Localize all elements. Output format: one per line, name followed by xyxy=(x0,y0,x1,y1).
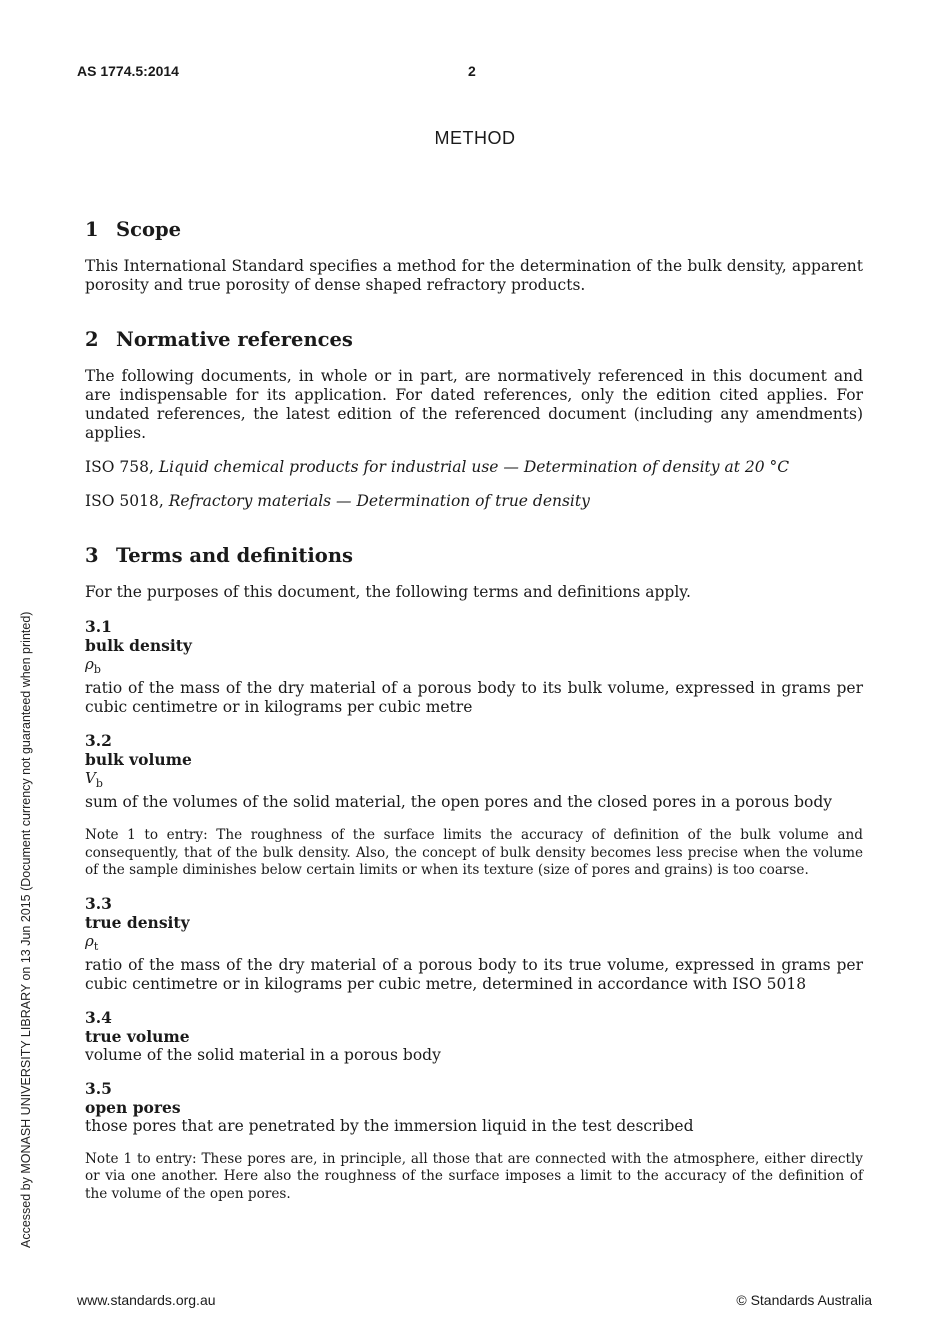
reference-title: Refractory materials — Determination of true density xyxy=(168,492,590,510)
reference-iso-5018 xyxy=(85,492,863,511)
term-definition: ratio of the mass of the dry material of a porous body to its bulk volume, expressed in grams per cubic centimetre or in kilograms per cubic metre xyxy=(85,679,863,716)
term-number: 3.5 xyxy=(85,1078,112,1098)
reference-iso-758 xyxy=(85,458,863,477)
section-heading-scope xyxy=(85,216,863,244)
term-number: 3.4 xyxy=(85,1007,112,1027)
term-definition: volume of the solid material in a porous body xyxy=(85,1045,441,1064)
section-number: 3 xyxy=(85,544,99,567)
term-note: Note 1 to entry: The roughness of the surface limits the accuracy of definition of the bulk volume and consequently, that of the bulk density. Also, the concept of bulk density becomes less precise when the volume of the sample diminishes below certain limits or when its texture (size of pores and grains) is too coarse. xyxy=(85,827,863,878)
term-entry-3-1 xyxy=(85,617,863,717)
term-name: bulk density xyxy=(85,636,192,655)
footer-copyright: © Standards Australia xyxy=(736,1292,872,1308)
term-symbol: $V_b$ xyxy=(85,769,103,790)
section-title: Scope xyxy=(116,218,182,241)
section-heading-normative-references xyxy=(85,326,863,354)
term-definition: those pores that are penetrated by the immersion liquid in the test described xyxy=(85,1116,694,1135)
section-title: Terms and definitions xyxy=(116,544,353,567)
page-number: 2 xyxy=(468,63,476,79)
term-name: true density xyxy=(85,912,190,932)
term-name: bulk volume xyxy=(85,750,192,769)
term-entry-3-3 xyxy=(85,894,863,994)
term-number: 3.3 xyxy=(85,893,112,913)
reference-title: Liquid chemical products for industrial use — Determination of density at 20 °C xyxy=(158,458,790,476)
reference-code: ISO 758, xyxy=(85,458,154,476)
term-name: open pores xyxy=(85,1097,181,1117)
scope-text: This International Standard specifies a method for the determination of the bulk density, apparent porosity and true porosity of dense shaped refractory products. xyxy=(85,257,863,294)
term-entry-3-5 xyxy=(85,1079,863,1204)
term-name: true volume xyxy=(85,1026,190,1046)
term-entry-3-4 xyxy=(85,1008,863,1065)
term-number: 3.1 xyxy=(85,617,112,636)
section-number: 2 xyxy=(85,328,99,351)
footer-website: www.standards.org.au xyxy=(77,1292,216,1308)
section-number: 1 xyxy=(85,218,99,241)
term-definition: ratio of the mass of the dry material of a porous body to its true volume, expressed in grams per cubic centimetre or in kilograms per cubic metre, determined in accordance with ISO 5018 xyxy=(85,955,863,993)
normative-text: The following documents, in whole or in part, are normatively referenced in this document and are indispensable for its application. For dated references, only the edition cited applies. For undated references, the latest edition of the referenced document (including any amendments) applies. xyxy=(85,367,863,442)
document-body xyxy=(85,216,863,1203)
method-title: METHOD xyxy=(434,128,516,148)
term-symbol: $\rho_b$ xyxy=(85,655,101,676)
term-number: 3.2 xyxy=(85,731,112,750)
document-id: AS 1774.5:2014 xyxy=(77,63,179,79)
reference-code: ISO 5018, xyxy=(85,492,164,510)
term-note: Note 1 to entry: These pores are, in principle, all those that are connected with the atmosphere, either directly or via one another. Here also the roughness of the surface imposes a limit to the accuracy of the definition of the volume of the open pores. xyxy=(85,1150,863,1202)
term-definition: sum of the volumes of the solid material, the open pores and the closed pores in a porous body xyxy=(85,793,833,811)
term-symbol: $\rho_t$ xyxy=(85,931,99,953)
section-heading-terms xyxy=(85,542,863,570)
terms-intro: For the purposes of this document, the following terms and definitions apply. xyxy=(85,583,691,601)
term-entry-3-2 xyxy=(85,731,863,880)
access-notice: Accessed by MONASH UNIVERSITY LIBRARY on 13 Jun 2015 (Document currency not guaranteed when printed) xyxy=(19,611,33,1248)
section-title: Normative references xyxy=(116,328,353,351)
